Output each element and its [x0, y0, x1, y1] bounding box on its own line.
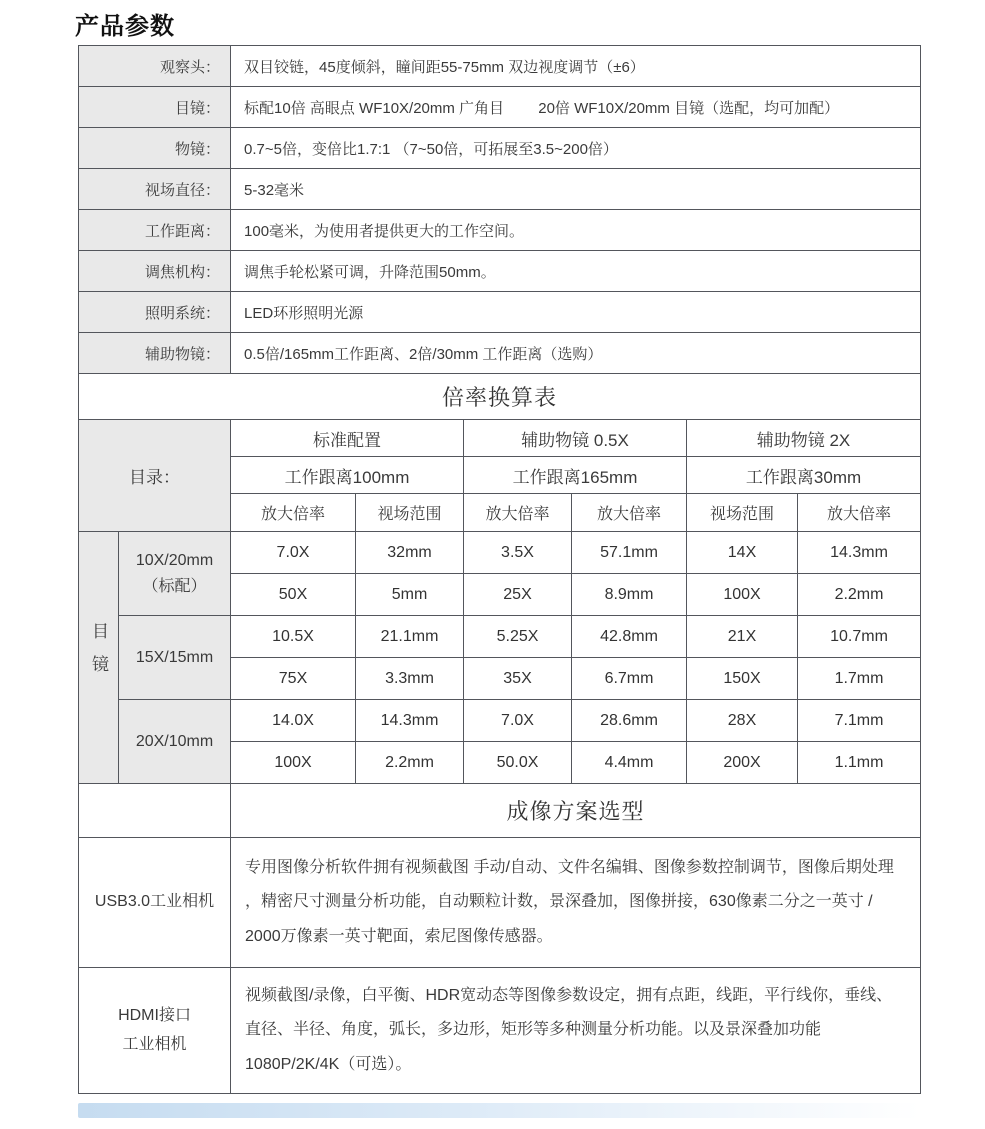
table-cell: 1.7mm: [798, 658, 921, 700]
table-cell: 5.25X: [464, 616, 572, 658]
table-cell: 57.1mm: [572, 532, 687, 574]
table-cell: 150X: [687, 658, 798, 700]
spec-value: 标配10倍 高眼点 WF10X/20mm 广角目 20倍 WF10X/20mm 目镜（选配，均可加配）: [231, 87, 921, 128]
working-distance-standard: 工作跟离100mm: [231, 457, 464, 494]
camera-label-line: USB3.0工业相机: [94, 893, 215, 911]
eyepiece-name-note: （标配）: [142, 577, 207, 595]
imaging-title-spacer-cell: [79, 784, 231, 838]
eyepiece-name: 20X/10mm: [135, 732, 214, 750]
camera-label-line: 工业相机: [122, 1035, 187, 1053]
eyepiece-name: 10X/20mm: [135, 551, 214, 569]
table-cell: 50.0X: [464, 742, 572, 784]
table-row: [79, 616, 921, 658]
table-cell: 28X: [687, 700, 798, 742]
table-cell: 14X: [687, 532, 798, 574]
table-cell: 50X: [231, 574, 356, 616]
camera-row-hdmi: [79, 968, 921, 1094]
table-cell: 5mm: [356, 574, 464, 616]
column-header: 放大倍率: [231, 494, 356, 532]
table-cell: 100X: [687, 574, 798, 616]
table-cell: 1.1mm: [798, 742, 921, 784]
working-distance-aux05x: 工作跟离165mm: [464, 457, 687, 494]
table-cell: 200X: [687, 742, 798, 784]
table-cell: 28.6mm: [572, 700, 687, 742]
eyepiece-vertical-label: 目镜: [89, 622, 108, 689]
spec-row: [79, 169, 921, 210]
table-cell: 3.3mm: [356, 658, 464, 700]
column-header: 放大倍率: [572, 494, 687, 532]
eyepiece-spec-cell: [119, 700, 231, 784]
table-cell: 14.0X: [231, 700, 356, 742]
magnification-table-title: 倍率换算表: [79, 374, 921, 420]
column-header: 放大倍率: [798, 494, 921, 532]
group-header-row: [79, 420, 921, 457]
spec-value: LED环形照明光源: [231, 292, 921, 333]
spec-value: 调焦手轮松紧可调，升降范围50mm。: [231, 251, 921, 292]
column-header: 视场范围: [687, 494, 798, 532]
table-cell: 8.9mm: [572, 574, 687, 616]
camera-description-hdmi: 视频截图/录像，白平衡、HDR宽动态等图像参数设定，拥有点距，线距，平行线你，垂线、直径、半径、角度，弧长，多边形，矩形等多种测量分析功能。以及景深叠加功能1080P/2K/4K（可选）。: [231, 968, 921, 1094]
product-spec-table: [78, 45, 921, 1094]
table-cell: 10.7mm: [798, 616, 921, 658]
table-cell: 32mm: [356, 532, 464, 574]
table-cell: 100X: [231, 742, 356, 784]
spec-row: [79, 292, 921, 333]
table-cell: 21X: [687, 616, 798, 658]
magnification-table-title-row: [79, 374, 921, 420]
table-cell: 25X: [464, 574, 572, 616]
page-title: 产品参数: [75, 13, 175, 40]
eyepiece-column-label-cell: [79, 532, 119, 784]
table-cell: 3.5X: [464, 532, 572, 574]
spec-value: 0.5倍/165mm工作距离、2倍/30mm 工作距离（选购）: [231, 333, 921, 374]
camera-row-usb: [79, 838, 921, 968]
table-cell: 14.3mm: [798, 532, 921, 574]
table-cell: 2.2mm: [356, 742, 464, 784]
spec-value: 双目铰链，45度倾斜，瞳间距55-75mm 双边视度调节（±6）: [231, 46, 921, 87]
spec-label: 观察头：: [79, 46, 231, 87]
camera-label-hdmi: [79, 968, 231, 1094]
spec-label: 目镜：: [79, 87, 231, 128]
table-cell: 7.0X: [464, 700, 572, 742]
spec-label: 调焦机构：: [79, 251, 231, 292]
spec-label: 工作距离：: [79, 210, 231, 251]
decorative-divider-bar: [78, 1103, 920, 1118]
spec-row: [79, 210, 921, 251]
table-cell: 35X: [464, 658, 572, 700]
spec-value: 0.7~5倍，变倍比1.7:1 （7~50倍，可拓展至3.5~200倍）: [231, 128, 921, 169]
table-cell: 21.1mm: [356, 616, 464, 658]
table-cell: 7.0X: [231, 532, 356, 574]
group-header-aux05x: 辅助物镜 0.5X: [464, 420, 687, 457]
table-cell: 6.7mm: [572, 658, 687, 700]
catalog-label-cell: 目录：: [79, 420, 231, 532]
column-header: 放大倍率: [464, 494, 572, 532]
table-cell: 2.2mm: [798, 574, 921, 616]
spec-label: 辅助物镜：: [79, 333, 231, 374]
table-cell: 75X: [231, 658, 356, 700]
spec-row: [79, 333, 921, 374]
group-header-aux2x: 辅助物镜 2X: [687, 420, 921, 457]
table-cell: 7.1mm: [798, 700, 921, 742]
spec-value: 5-32毫米: [231, 169, 921, 210]
spec-row: [79, 46, 921, 87]
imaging-section-title: 成像方案选型: [231, 784, 921, 838]
spec-value: 100毫米，为使用者提供更大的工作空间。: [231, 210, 921, 251]
camera-label-line: HDMI接口: [118, 1006, 191, 1024]
table-cell: 10.5X: [231, 616, 356, 658]
eyepiece-spec-cell: [119, 532, 231, 616]
column-header: 视场范围: [356, 494, 464, 532]
table-row: [79, 700, 921, 742]
spec-label: 视场直径：: [79, 169, 231, 210]
imaging-section-title-row: [79, 784, 921, 838]
eyepiece-name: 15X/15mm: [135, 648, 214, 666]
spec-row: [79, 251, 921, 292]
spec-label: 照明系统：: [79, 292, 231, 333]
table-cell: 42.8mm: [572, 616, 687, 658]
table-cell: 14.3mm: [356, 700, 464, 742]
spec-label: 物镜：: [79, 128, 231, 169]
spec-row: [79, 128, 921, 169]
working-distance-aux2x: 工作跟离30mm: [687, 457, 921, 494]
eyepiece-spec-cell: [119, 616, 231, 700]
table-cell: 4.4mm: [572, 742, 687, 784]
camera-label-usb: [79, 838, 231, 968]
group-header-standard: 标准配置: [231, 420, 464, 457]
table-row: [79, 532, 921, 574]
spec-row: [79, 87, 921, 128]
camera-description-usb: 专用图像分析软件拥有视频截图 手动/自动、文件名编辑、图像参数控制调节，图像后期处理 ，精密尺寸测量分析功能，自动颗粒计数，景深叠加，图像拼接，630像素二分之一英寸 / 2000万像素一英寸靶面，索尼图像传感器。: [231, 838, 921, 968]
